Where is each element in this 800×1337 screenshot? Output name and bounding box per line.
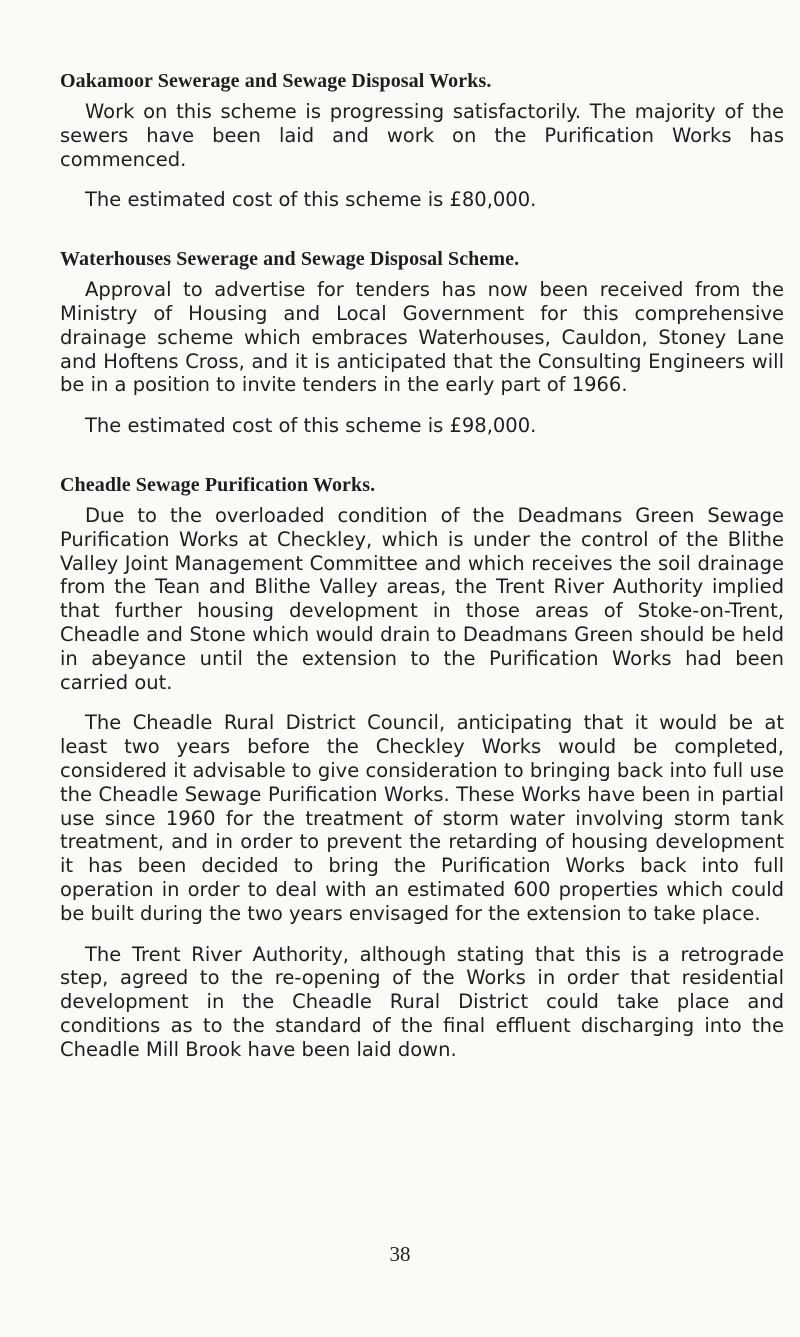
section-heading: Waterhouses Sewerage and Sewage Disposal Scheme. xyxy=(60,248,520,271)
paragraph: The estimated cost of this scheme is £98,000. xyxy=(85,414,537,438)
page-number: 38 xyxy=(389,1242,411,1266)
section-cheadle xyxy=(60,472,784,1062)
section-heading: Oakamoor Sewerage and Sewage Disposal Works. xyxy=(60,70,492,92)
paragraph: The Trent River Authority, although stating that this is a retrograde step, agreed to the re-opening of the Works in order that residential development in the Cheadle Rural District could take place and conditions as to the standard of the final effluent discharging into the Cheadle Mill Brook have been laid down. xyxy=(60,942,784,1061)
paragraph: The estimated cost of this scheme is £80,000. xyxy=(85,188,537,212)
section-heading: Cheadle Sewage Purification Works. xyxy=(60,473,376,496)
paragraph: Work on this scheme is progressing satisfactorily. The majority of the sewers have been laid and work on the Purification Works has commenced. xyxy=(60,100,784,171)
paragraph: The Cheadle Rural District Council, anticipating that it would be at least two years before the Checkley Works would be completed, considered it advisable to give consideration to bringing back into full use the Cheadle Sewage Purification Works. These Works have been in partial use since 1960 for the treatment of storm water involving storm tank treatment, and in order to prevent the retarding of housing development it has been decided to bring the Purification Works back into full operation in order to deal with an estimated 600 properties which could be built during the two years envisaged for the extension to take place. xyxy=(60,711,784,925)
section-waterhouses xyxy=(60,246,784,438)
paragraph: Due to the overloaded condition of the Deadmans Green Sewage Purification Works at Checkley, which is under the control of the Blithe Valley Joint Management Committee and which receives the soil drainage from the Tean and Blithe Valley areas, the Trent River Authority implied that further housing development in those areas of Stoke-on-Trent, Cheadle and Stone which would drain to Deadmans Green should be held in abeyance until the extension to the Purification Works had been carried out. xyxy=(60,503,784,694)
section-oakamoor xyxy=(60,68,784,212)
paragraph: Approval to advertise for tenders has now been received from the Ministry of Housing and Local Government for this comprehensive drainage scheme which embraces Waterhouses, Cauldon, Stoney Lane and Hoftens Cross, and it is anticipated that the Consulting Engineers will be in a position to invite tenders in the early part of 1966. xyxy=(60,278,784,397)
document-page xyxy=(60,68,784,1062)
